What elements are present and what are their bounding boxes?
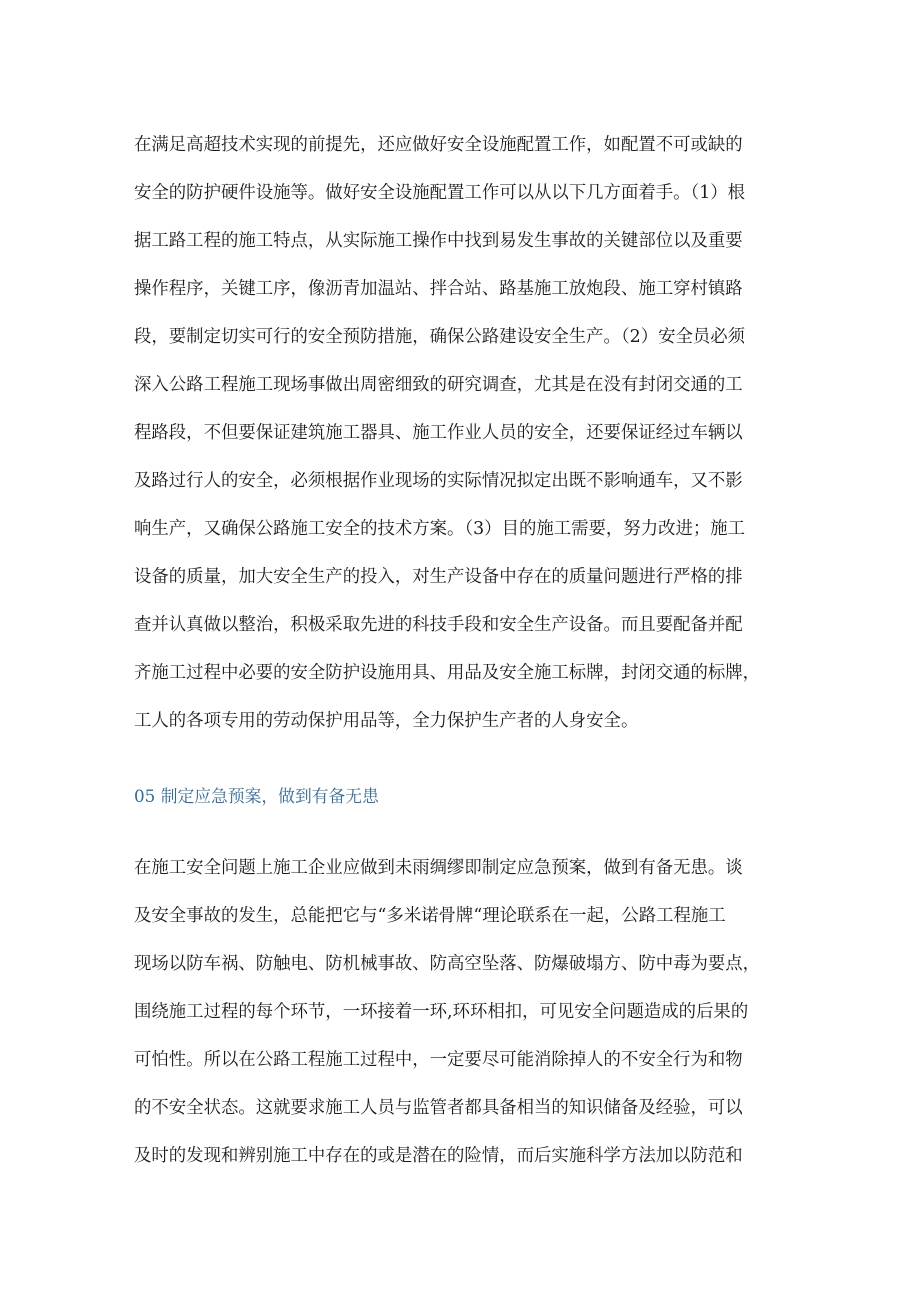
paragraph-line: 及安全事故的发生，总能把它与“多米诺骨牌“理论联系在一起，公路工程施工 <box>134 906 726 926</box>
paragraph-line: 安全的防护硬件设施等。做好安全设施配置工作可以从以下几方面着手。（1）根 <box>134 183 746 203</box>
section-title: 制定应急预案，做到有备无患 <box>160 786 379 806</box>
paragraph-line: 响生产，又确保公路施工安全的技术方案。（3）目的施工需要，努力改进；施工 <box>134 519 746 539</box>
paragraph-line: 的不安全状态。这就要求施工人员与监管者都具备相当的知识储备及经验，可以 <box>134 1098 743 1118</box>
paragraph-line: 在施工安全问题上施工企业应做到未雨绸缪即制定应急预案，做到有备无患。谈 <box>134 858 743 878</box>
paragraph-line: 工人的各项专用的劳动保护用品等，全力保护生产者的人身安全。 <box>134 711 639 731</box>
paragraph-line: 围绕施工过程的每个环节，一环接着一环,环环相扣，可见安全问题造成的后果的 <box>134 1002 749 1022</box>
paragraph-line: 设备的质量，加大安全生产的投入，对生产设备中存在的质量问题进行严格的排 <box>134 567 743 587</box>
paragraph-line: 及路过行人的安全，必须根据作业现场的实际情况拟定出既不影响通车，又不影 <box>134 471 743 491</box>
paragraph-line: 查并认真做以整治，积极采取先进的科技手段和安全生产设备。而且要配备并配 <box>134 615 743 635</box>
paragraph-line: 齐施工过程中必要的安全防护设施用具、用品及安全施工标牌，封闭交通的标牌， <box>134 663 761 683</box>
section-number: 05 <box>134 786 156 806</box>
paragraph-line: 在满足高超技术实现的前提先，还应做好安全设施配置工作，如配置不可或缺的 <box>134 135 743 155</box>
paragraph-line: 操作程序，关键工序，像沥青加温站、拌合站、路基施工放炮段、施工穿村镇路 <box>134 279 743 299</box>
paragraph-line: 可怕性。所以在公路工程施工过程中，一定要尽可能消除掉人的不安全行为和物 <box>134 1050 743 1070</box>
paragraph-line: 现场以防车祸、防触电、防机械事故、防高空坠落、防爆破塌方、防中毒为要点， <box>134 954 761 974</box>
section-heading <box>134 785 379 807</box>
paragraph-line: 据工路工程的施工特点，从实际施工操作中找到易发生事故的关键部位以及重要 <box>134 231 743 251</box>
paragraph-line: 段，要制定切实可行的安全预防措施，确保公路建设安全生产。（2）安全员必须 <box>134 327 746 347</box>
paragraph-line: 深入公路工程施工现场事做出周密细致的研究调查，尤其是在没有封闭交通的工 <box>134 375 743 395</box>
paragraph-line: 及时的发现和辨别施工中存在的或是潜在的险情，而后实施科学方法加以防范和 <box>134 1146 743 1166</box>
paragraph-line: 程路段，不但要保证建筑施工器具、施工作业人员的安全，还要保证经过车辆以 <box>134 423 743 443</box>
